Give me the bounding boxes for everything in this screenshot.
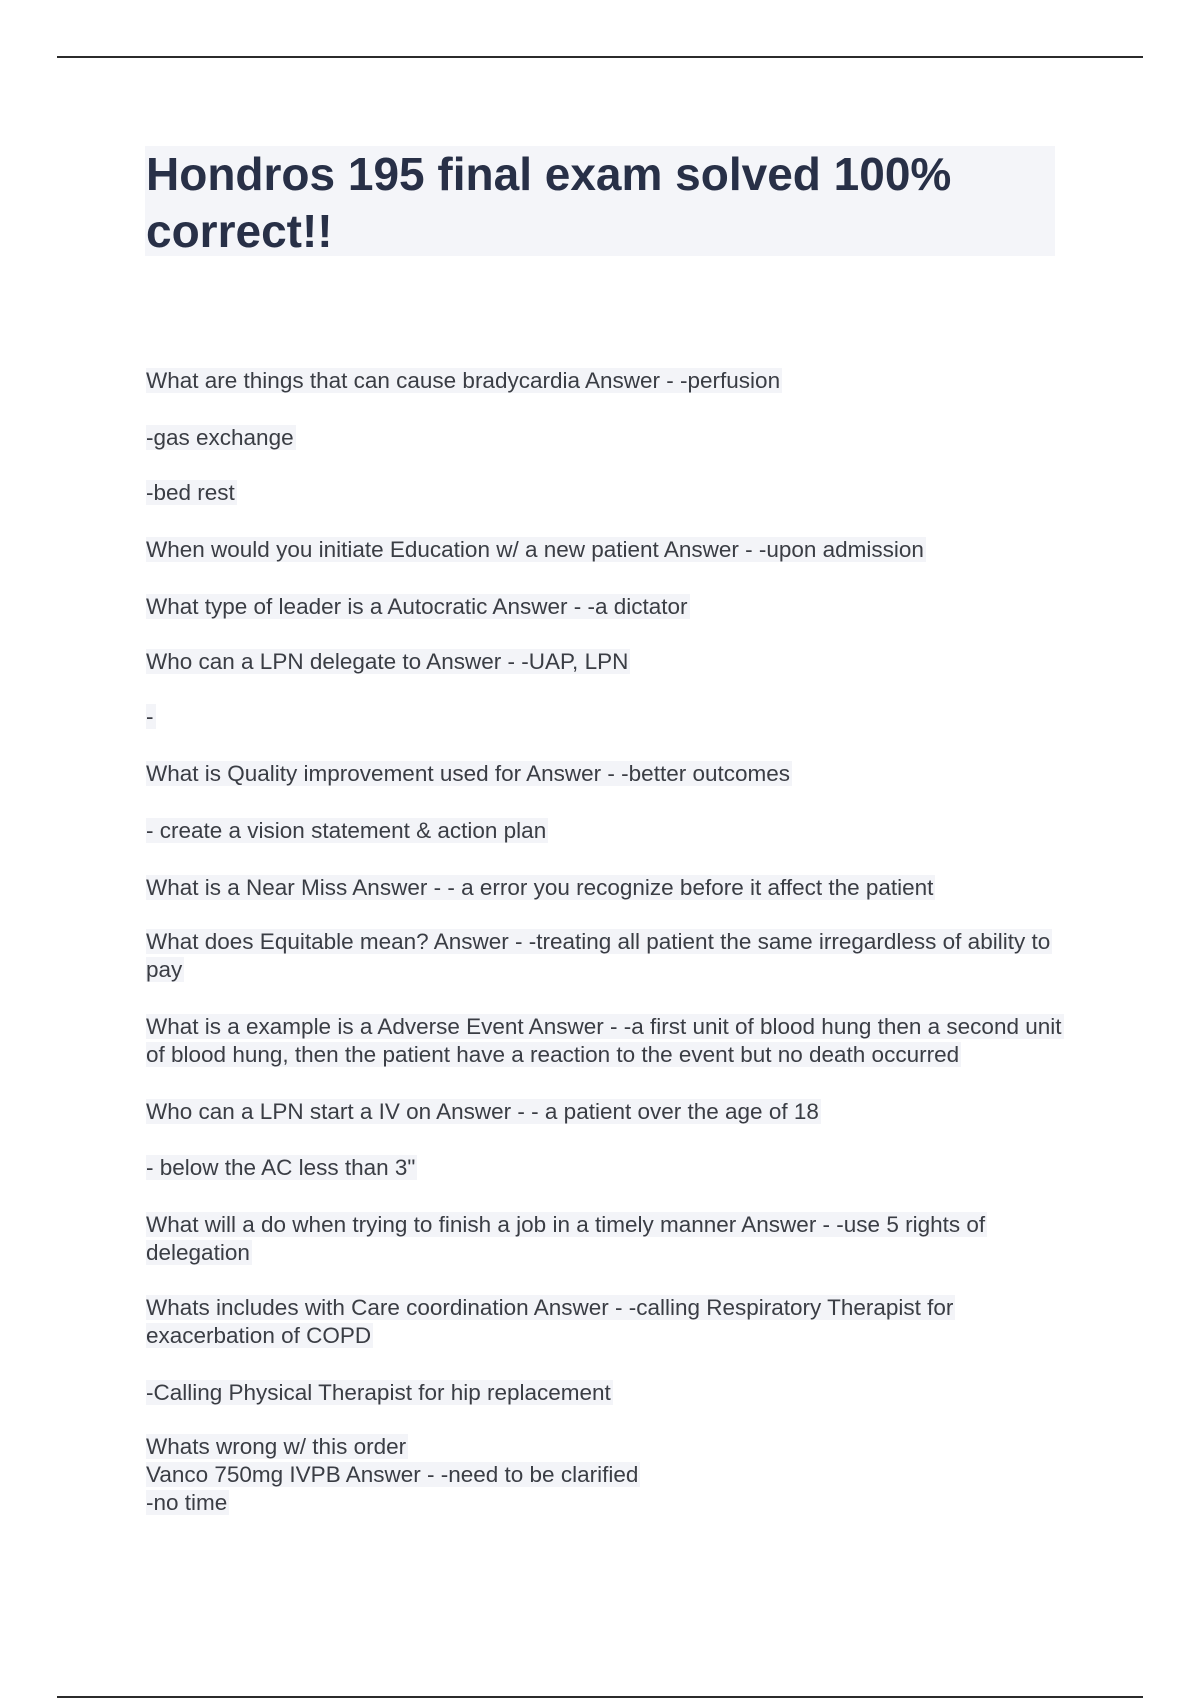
paragraph-text: Whats wrong w/ this order [146,1434,407,1459]
paragraph-text: -bed rest [146,480,235,505]
paragraph [146,367,1076,395]
paragraph-text: What are things that can cause bradycardia Answer - -perfusion [146,368,781,393]
paragraph [146,1461,1076,1489]
paragraph-text: Who can a LPN delegate to Answer - -UAP, LPN [146,649,629,674]
paragraph-text: Whats includes with Care coordination Answer - -calling Respiratory Therapist for exacerbation of COPD [146,1295,954,1348]
paragraph [146,1433,1076,1461]
paragraph-text: -gas exchange [146,425,294,450]
top-rule [57,56,1143,58]
paragraph-text: What is Quality improvement used for Answer - -better outcomes [146,761,790,786]
paragraph [146,1154,1076,1182]
paragraph-text: - create a vision statement & action plan [146,818,547,843]
paragraph-text: What is a Near Miss Answer - - a error you recognize before it affect the patient [146,875,934,900]
bottom-rule [57,1696,1143,1698]
paragraph-text: - below the AC less than 3" [146,1155,416,1180]
paragraph [146,424,1076,452]
paragraph [146,874,1076,902]
paragraph-text: Who can a LPN start a IV on Answer - - a patient over the age of 18 [146,1099,819,1124]
paragraph [146,479,1076,507]
paragraph [146,703,1076,731]
paragraph-text: What does Equitable mean? Answer - -treating all patient the same irregardless of ability to pay [146,929,1051,982]
paragraph [146,928,1076,984]
document-body [146,367,1076,1517]
paragraph-text: What is a example is a Adverse Event Answer - -a first unit of blood hung then a second unit of blood hung, then the patient have a reaction to the event but no death occurred [146,1014,1062,1067]
paragraph-text: Vanco 750mg IVPB Answer - -need to be clarified [146,1462,639,1487]
paragraph-text: - [146,704,154,729]
paragraph [146,648,1076,676]
paragraph [146,1211,1076,1267]
paragraph-text: -Calling Physical Therapist for hip replacement [146,1380,611,1405]
paragraph [146,1379,1076,1407]
paragraph-text: -no time [146,1490,228,1515]
paragraph [146,760,1076,788]
paragraph [146,536,1076,564]
paragraph [146,1098,1076,1126]
paragraph [146,1489,1076,1517]
paragraph-text: When would you initiate Education w/ a new patient Answer - -upon admission [146,537,924,562]
paragraph-text: What type of leader is a Autocratic Answer - -a dictator [146,594,688,619]
paragraph [146,1294,1076,1350]
paragraph [146,817,1076,845]
paragraph-text: What will a do when trying to finish a job in a timely manner Answer - -use 5 rights of delegation [146,1212,986,1265]
paragraph [146,1013,1076,1069]
document-title: Hondros 195 final exam solved 100% correct!! [146,148,952,257]
paragraph [146,593,1076,621]
